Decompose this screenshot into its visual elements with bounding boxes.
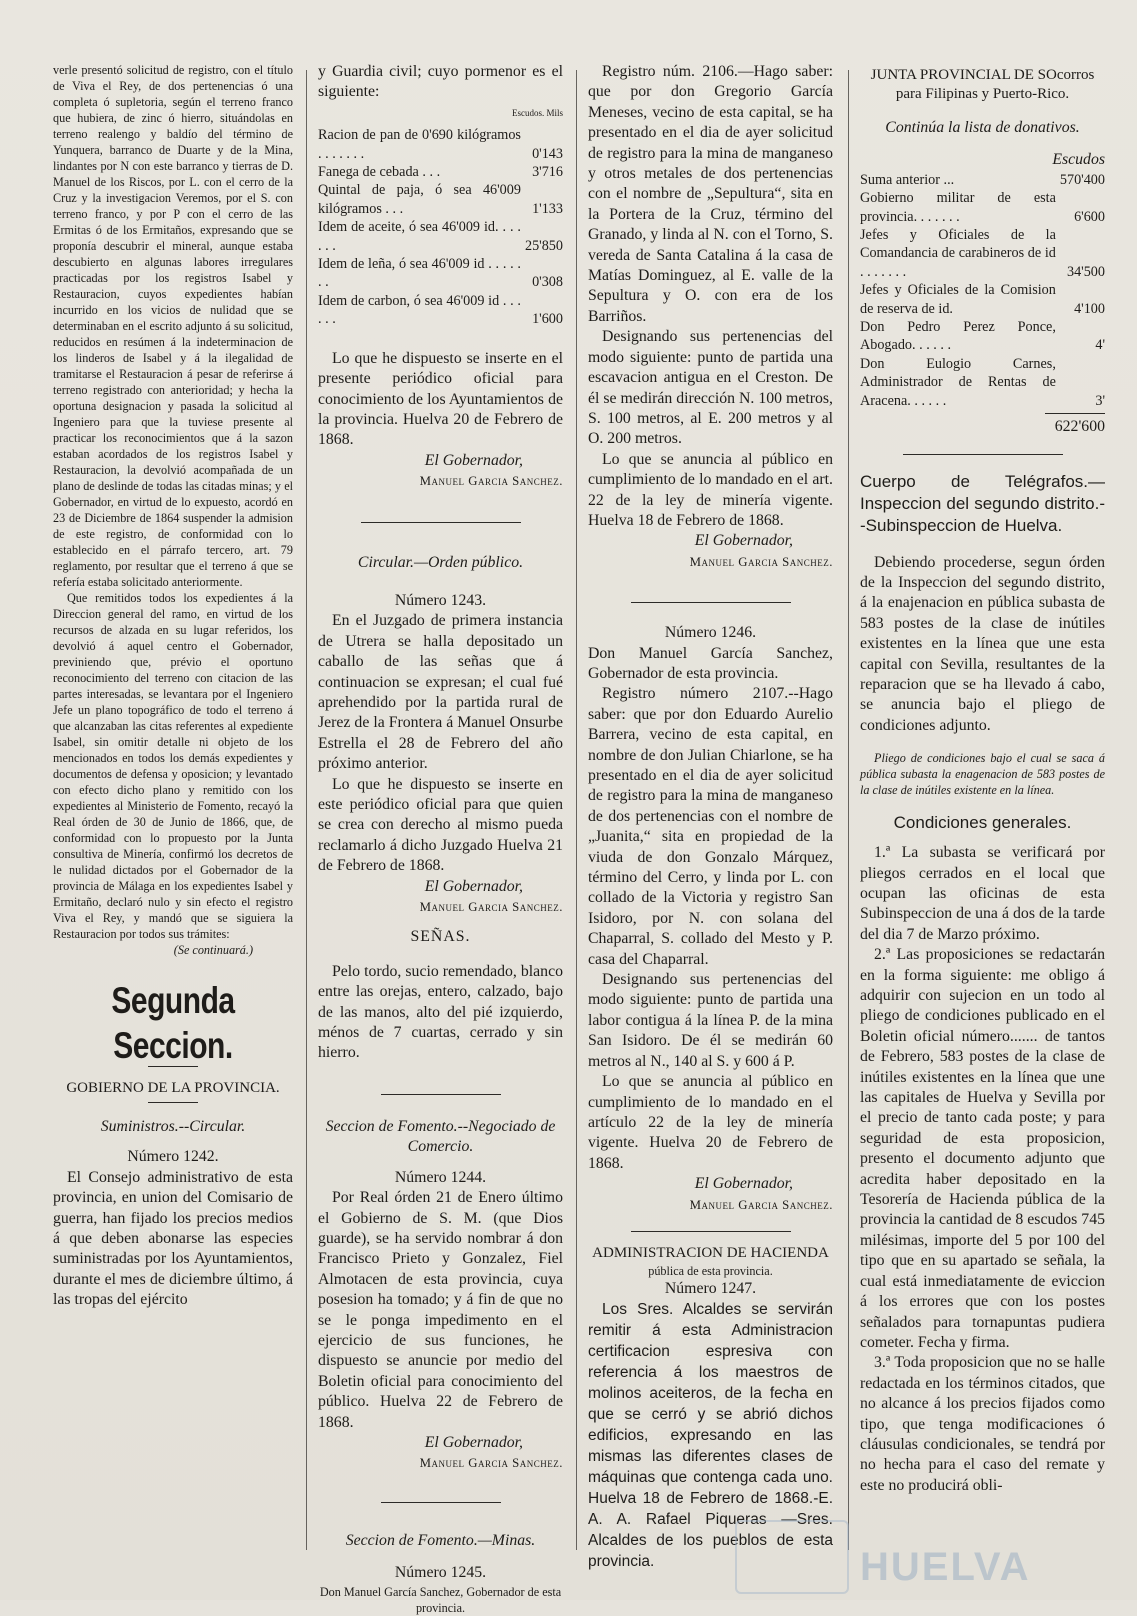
signature: Manuel Garcia Sanchez. <box>419 474 563 489</box>
watermark-stamp <box>735 1520 849 1594</box>
notice-number: Número 1246. <box>664 624 757 642</box>
divider <box>361 522 521 523</box>
row-value: 34'500 <box>1066 263 1105 280</box>
junta-header: JUNTA PROVINCIAL DE SOcorros para Filipinas y Puerto-Rico. <box>870 67 1095 102</box>
total-rule <box>1045 413 1105 414</box>
row-value: 25'850 <box>524 237 563 254</box>
price-table <box>318 126 563 328</box>
subsection-header: Seccion de Fomento.—Minas. <box>345 1531 536 1549</box>
divider <box>631 602 791 603</box>
paragraph: Registro número 2107.--Hago saber: que por don Eduardo Aurelio Barrera, vecino de esta capital, en nombre de don Julian Chiarlone, se ha presentado en el dia de ayer solicitud de registro para la mina de manganeso de dos pertenencias con el nombre de „Juanita,“ sita en propiedad de la viuda de don Gonzalo Márquez, término del Cerro, y linda por L. con collado de la Victoria y registro San Isidoro, por N. con solana del Chaparral, S. collado del Mesto y P. casa del Chaparral. <box>588 685 833 968</box>
notice-number: Número 1244. <box>394 1168 487 1186</box>
paragraph: Que remitidos todos los expedientes á la Direccion general del ramo, en virtud de los recursos de alzada en su lugar referidos, los devolvió á aquel centro el Gobernador, previniendo que, prévio el oportuno reconocimiento del terreno con citacion de las partes interesadas, se levantara por el Ingeniero Jefe un plano topográfico de todo el terreno á que alcanzaban las citas referentes al expediente Isabel, sin omitir detalle ni objeto de los mencionados en todos los demás expedientes y documentos de defensa y oposicion; y levantado con efecto dicho plano y remitido con los expedientes al Ministerio de Fomento, recayó la Real órden de 30 de Junio de 1866, que, de conformidad con lo propuesto por la Junta consultiva de Minería, confirmó los decretos de le nulidad dictados por el Gobernador de la provincia de Málaga en los expedientes Isabel y Ermitaño, declaró nulo y sin efecto el registro Viva el Rey, y mandó que se siguiera la Restauracion por todos sus trámites: <box>53 591 293 941</box>
paragraph: Lo que he dispuesto se inserte en este periódico oficial para que quien se crea con derecho al mismo pueda reclamarlo á dicho Juzgado Huelva 21 de Febrero de 1868. <box>318 775 563 875</box>
paragraph: Registro núm. 2106.—Hago saber: que por don Gregorio García Meneses, vecino de esta capital, se ha presentado en el dia de ayer solicitud de registro para la mina de manganeso y otros metales de dos pertenencias con el nombre de „Sepultura“, sita en la Portera de la Cruz, término del Granado, y linda al N. con el Torno, S. vereda de Santa Catalina á la casa de Matías Dominguez, al E. valle de la Sepultura y O. con era de los Barriños. <box>588 63 833 325</box>
table-row <box>860 189 1105 226</box>
section-title: Segunda Seccion. <box>111 980 235 1067</box>
row-value: 6'600 <box>1074 208 1105 225</box>
divider <box>148 1102 198 1103</box>
table-row <box>318 218 563 255</box>
notice-number: Número 1245. <box>394 1564 487 1582</box>
watermark-text: HUELVA <box>860 1545 1031 1589</box>
paragraph: Don Manuel García Sanchez, Gobernador de esta provincia. <box>319 1584 562 1615</box>
paragraph: Lo que he dispuesto se inserte en el presente periódico oficial para conocimiento de los Ayuntamientos de la provincia. Huelva 20 de Febrero de 1868. <box>318 349 563 449</box>
units-header: Escudos. Mils <box>511 107 563 118</box>
row-value: 3' <box>1095 392 1105 409</box>
divider <box>903 454 1063 455</box>
table-row <box>860 318 1105 355</box>
divider <box>381 1094 501 1095</box>
row-value: 4' <box>1095 337 1105 354</box>
paragraph: Lo que se anuncia al público en cumplimiento de lo mandado en el artículo 22 de la ley de minería vigente. Huelva 20 de Febrero de 1868. <box>588 1073 833 1172</box>
paragraph: El Consejo administrativo de esta provincia, en union del Comisario de guerra, han fijado los precios medios á que deben abonarse las especies suministradas por los Ayuntamientos, durante el mes de diciembre último, á las tropas del ejército <box>53 1168 293 1309</box>
paragraph: verle presentó solicitud de registro, con el título de Viva el Rey, de dos pertenencias ó una completa ó supletoria, según el terreno franco que hubiera, de zinc ó hierro, situándolas en terreno realengo y baldío del término de Yunquera, barranco de Duarte y de la Mina, lindantes por N con este barranco y tierras de D. Manuel de los Riscos, por L. con el cerro de la Cruz y la investigacion Veremos, por el S. con terreno franco, y por P con el cerro de las Ermitas ó de los Ermitaños, expresando que se proponía descubrir el mineral, aunque estaba descubierto en algunas labores irregulares practicadas por los registros Isabel y Restauracion, cuyos expedientes habían incurrido en los vicios de nulidad que se determinaban en el escrito adjunto á su solicitud, reducidos en resúmen á la indeterminacion de los linderos de Isabel y á la ilegalidad de tramitarse el Restauracion á pesar de referirse á terreno registrado con anterioridad; y hecha la oportuna designacion y pasada la solicitud al Ingeniero para que la tuviese presente al practicar los reconocimientos que á la sazon estaban acordados de los registros Isabel y Restauracion, la devolvió acompañada de un plano de deslinde de todas las citadas minas; y el Gobernador, en virtud de lo expuesto, acordó en 23 de Diciembre de 1864 suspender la admision de este registro, de conformidad con lo establecido en el párrafo tercero, art. 79 reglamento, por resultar que el terreno á que se refería estaba solicitado anteriormente. <box>53 63 293 589</box>
row-label: Gobierno militar de esta provincia. . . . . . . <box>860 190 1056 225</box>
paragraph: Designando sus pertenencias del modo siguiente: punto de partida una escavacion antigua en el Creston. De él se medirán dirección N. 100 metros, S. 100 metros, al E. 200 metros y al O. 200 metros. <box>588 328 833 448</box>
continued-note: (Se continuará.) <box>173 943 253 957</box>
donations-table <box>860 171 1105 410</box>
subheading: SEÑAS. <box>410 928 471 946</box>
subsection-header: Circular.—Orden público. <box>357 553 524 571</box>
signature: Manuel Garcia Sanchez. <box>689 554 833 569</box>
column-4 <box>860 62 1105 1557</box>
subsection-header: Seccion de Fomento.--Negociado de Comercio. <box>325 1117 556 1156</box>
row-label: Don Pedro Perez Ponce, Abogado. . . . . . <box>860 319 1056 354</box>
table-row <box>860 226 1105 281</box>
table-row <box>318 255 563 292</box>
paragraph: Por Real órden 21 de Enero último el Gobierno de S. M. (que Dios guarde), se ha servido nombrar á don Francisco Prieto y Gonzalez, Fiel Almotacen de esta provincia, cuya posesion ha tomado; y á fin de que no se le ponga impedimento en el ejercicio de sus funciones, he dispuesto se anuncie por medio del Boletin oficial para conocimiento del público. Huelva 22 de Febrero de 1868. <box>318 1189 563 1431</box>
governor-title: El Gobernador, <box>694 532 793 550</box>
row-label: Idem de leña, ó sea 46'009 id . . . . . . . <box>318 256 521 291</box>
paragraph: En el Juzgado de primera instancia de Utrera se halla depositado un caballo de las señas que á continuacion se expresan; el cual fué aprehendido por la partida rural de Jerez de la Frontera á Manuel Onsurbe Estrella el 28 de Febrero del año próximo anterior. <box>318 612 563 773</box>
governor-title: El Gobernador, <box>424 451 523 469</box>
pliego-note: Pliego de condiciones bajo el cual se saca á pública subasta la enagenacion de 583 postes de la clase de inútiles existente en la línea. <box>860 751 1105 798</box>
row-value: 570'400 <box>1059 171 1105 188</box>
units-header: Escudos <box>1052 151 1105 169</box>
condition-2: 2.ª Las proposiciones se redactarán en la forma siguiente: me obligo á adquirir con sujecion en un todo al pliego de condiciones publicado en el Boletin oficial número....... de tantos de Febrero, 583 postes de la clase de inútiles existentes en la línea que une las capitales de Huelva y Sevilla por el precio de tanto cada poste; y para seguridad de esta proposicion, presento el documento adjunto que acredita haber depositado en la Tesorería de Hacienda pública de la provincia la cantidad de 8 escudos 745 milésimas, importe del 5 por 100 del tipo que en su apartado se señala, la cual está inmediatamente de eviccion á los errores que con los postes señalados para tornapuntas pudiera cometer. Fecha y firma. <box>860 946 1105 1351</box>
administration-header: ADMINISTRACION DE HACIENDA <box>592 1244 829 1261</box>
table-row <box>860 171 1105 189</box>
row-label: Jefes y Oficiales de la Comision de reserva de id. <box>860 282 1056 317</box>
donations-total: 622'600 <box>1054 418 1105 436</box>
paragraph: y Guardia civil; cuyo pormenor es el siguiente: <box>318 63 563 101</box>
signature: Manuel Garcia Sanchez. <box>689 1197 833 1212</box>
governor-title: El Gobernador, <box>424 1433 523 1451</box>
row-label: Fanega de cebada . . . <box>318 164 441 181</box>
column-2 <box>318 62 563 1615</box>
paragraph: Designando sus pertenencias del modo siguiente: punto de partida una labor contigua á la línea P. de la mina San Isidoro. De él se medirán 60 metros al N., 140 al S. y 600 á P. <box>588 971 833 1070</box>
row-label: Quintal de paja, ó sea 46'009 kilógramos . . . <box>318 182 521 217</box>
divider <box>631 1231 791 1232</box>
row-label: Idem de carbon, ó sea 46'009 id . . . . . . <box>318 292 521 328</box>
notice-number: Número 1242. <box>127 1148 219 1166</box>
row-label: Suma anterior ... <box>860 171 955 188</box>
column-rule <box>576 70 577 1550</box>
row-value: 1'600 <box>532 311 563 328</box>
row-label: Don Eulogio Carnes, Administrador de Rentas de Aracena. . . . . . <box>860 355 1056 409</box>
table-row <box>318 163 563 181</box>
paragraph: Don Manuel García Sanchez, Gobernador de esta provincia. <box>588 644 833 682</box>
government-header: GOBIERNO DE LA PROVINCIA. <box>66 1080 280 1096</box>
subsection-header: Suministros.--Circular. <box>100 1118 246 1135</box>
governor-title: El Gobernador, <box>694 1175 793 1193</box>
row-value: 0'143 <box>532 145 563 162</box>
column-rule <box>306 70 307 1550</box>
condition-1: 1.ª La subasta se verificará por pliegos cerrados en el local que ocupan las oficinas de esta Subinspeccion de una á dos de la tarde del dia 7 de Marzo próximo. <box>860 844 1105 943</box>
column-3 <box>588 62 833 1571</box>
administration-subheader: pública de esta provincia. <box>648 1263 773 1278</box>
table-row <box>318 292 563 329</box>
column-1 <box>53 62 293 1557</box>
row-value: 0'308 <box>532 274 563 291</box>
signature: Manuel Garcia Sanchez. <box>419 1456 563 1471</box>
conditions-header: Condiciones generales. <box>893 813 1072 833</box>
table-row <box>860 355 1105 410</box>
donations-note: Continúa la lista de donativos. <box>885 119 1080 136</box>
condition-3: 3.ª Toda proposicion que no se halle redactada en los términos citados, que no alcance á los precios fijados como tipo, que tenga modificaciones ó cláusulas condicionales, se tendrá por no hecha para el caso del remate y este no producirá obli- <box>860 1354 1105 1494</box>
paragraph: Pelo tordo, sucio remendado, blanco entre las orejas, entero, calzado, bajo de las manos, alto del pié izquierdo, ménos de 7 cuartas, cerrado y sin hierro. <box>318 962 563 1062</box>
paragraph: Debiendo procederse, segun órden de la Inspeccion del segundo distrito, á la enajenacion en pública subasta de 583 postes de la clase de inútiles existentes en la línea que une esta capital con Sevilla, resultantes de la reparacion que se ha llevado á cabo, se anuncia bajo el pliego de condiciones adjunto. <box>860 553 1105 734</box>
row-value: 1'133 <box>532 200 563 217</box>
notice-number: Número 1247. <box>664 1279 757 1297</box>
column-rule <box>848 70 849 1550</box>
table-row <box>860 281 1105 318</box>
divider <box>381 1502 501 1503</box>
table-row <box>318 126 563 163</box>
row-label: Racion de pan de 0'690 kilógramos . . . . . . . <box>318 127 521 162</box>
notice-number: Número 1243. <box>394 591 487 609</box>
paragraph: Los Sres. Alcaldes se servirán remitir á esta Administracion certificacion espresiva con referencia á los maestros de molinos aceiteros, de la fecha en que se cerró y se abrió dichos edificios, expresando en las mismas las diferentes clases de máquinas que contenga cada uno. Huelva 18 de Febrero de 1868.-E. A. A. Rafael Piqueras —Sres. Alcaldes de los pueblos de esta provincia. <box>588 1301 833 1571</box>
row-label: Idem de aceite, ó sea 46'009 id. . . . . . . <box>318 219 521 254</box>
row-value: 3'716 <box>532 164 563 181</box>
row-value: 4'100 <box>1074 300 1105 317</box>
row-label: Jefes y Oficiales de la Comandancia de carabineros de id . . . . . . . <box>860 227 1056 280</box>
signature: Manuel Garcia Sanchez. <box>419 900 563 915</box>
paragraph: Lo que se anuncia al público en cumplimiento de lo mandado en el art. 22 de la ley de minería vigente. Huelva 18 de Febrero de 1868. <box>588 450 833 529</box>
table-row <box>318 181 563 218</box>
telegraph-header: Cuerpo de Telégrafos.—Inspeccion del segundo distrito.--Subinspeccion de Huelva. <box>860 471 1105 535</box>
governor-title: El Gobernador, <box>424 877 523 895</box>
